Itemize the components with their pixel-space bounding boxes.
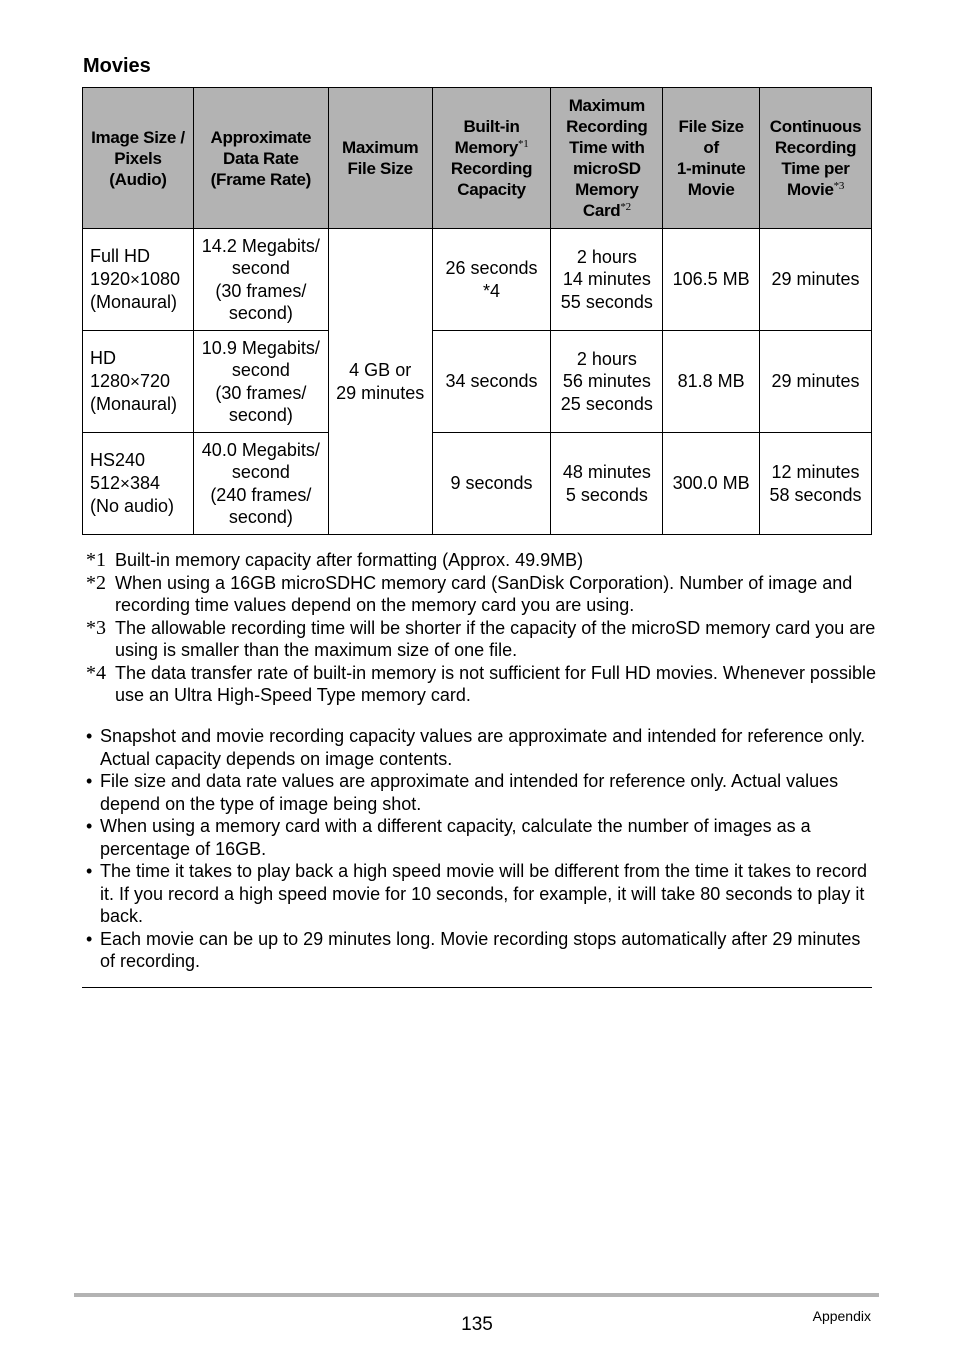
continuous-time-line: 29 minutes [771,371,860,392]
page-number: 135 [461,1314,493,1335]
data-rate-line: second [231,360,290,380]
builtin-capacity-value: 34 seconds [445,371,538,392]
list-item-text: The time it takes to play back a high speed movie will be different from the time it takes to record it. If you record a high speed movie for 10 seconds, for example, it will take 80 seconds to play it back. [100,861,868,926]
builtin-capacity-value: 9 seconds [450,473,533,494]
footnote [84,572,884,617]
microsd-time-line: 48 minutes [562,462,651,482]
footnote-text: Built-in memory capacity after formatting (Approx. 49.9MB) [115,550,584,570]
movie-specs-table [82,87,872,535]
data-rate-line: (30 frames/ [215,382,307,403]
data-rate-line: 40.0 Megabits/ [201,439,320,460]
file-size-cell: 106.5 MB [663,229,760,331]
column-header-line: Memory [454,138,519,157]
bullet-icon: • [86,726,93,746]
bullet-icon: • [86,771,93,791]
list-item [84,725,874,770]
footnote-mark: *1 [86,549,106,571]
footnote-ref: *3 [833,180,845,192]
footnote-text: The allowable recording time will be shorter if the capacity of the microSD memory card you are using is smaller than the maximum size of one file. [115,617,876,660]
column-header-line: of [703,138,719,157]
data-rate-line: (30 frames/ [215,280,307,301]
footnote-mark: *3 [86,616,106,639]
microsd-time-line: 5 seconds [565,484,648,505]
footnote [84,662,884,707]
column-header-line: File Size [347,159,413,178]
cross-symbol: × [130,269,140,289]
size-dimensions [90,370,187,394]
list-item-text: Snapshot and movie recording capacity values are approximate and intended for reference only. Actual capacity depends on image contents. [100,726,866,769]
list-item [84,770,874,815]
table-body [83,229,872,535]
data-rate-cell [193,433,328,535]
cross-symbol: × [120,473,130,493]
list-item [84,860,874,928]
data-rate-line: second) [228,507,293,527]
audio-label: (Monaural) [90,292,178,313]
microsd-time-line: 56 minutes [562,371,651,392]
footnote-ref: *4 [483,280,501,301]
max-file-size-line: 4 GB or [349,360,412,380]
builtin-capacity-cell [432,331,551,433]
audio-label: (Monaural) [90,394,178,415]
size-dimensions [90,472,187,496]
footnote-text: When using a 16GB microSDHC memory card (SanDisk Corporation). Number of image and recording time values depend on the memory card you are using. [115,572,853,615]
table-row [83,331,872,433]
list-item [84,928,874,973]
data-rate-line: 14.2 Megabits/ [201,235,320,256]
continuous-time-cell [760,229,872,331]
column-header-line: 1-minute [676,159,746,178]
column-header-line: File Size [678,117,744,136]
footnote-ref: *1 [518,138,529,150]
section-title: Movies [83,55,151,77]
max-file-size-cell [328,229,432,535]
file-size-cell: 81.8 MB [663,331,760,433]
column-header-line: Continuous [769,117,862,136]
column-header [760,88,872,229]
microsd-time-cell [551,433,663,535]
size-dimensions [90,268,187,292]
column-header [193,88,328,229]
cross-symbol: × [130,371,140,391]
continuous-time-cell [760,433,872,535]
column-header-line: Data Rate [222,148,299,168]
bullet-icon: • [86,861,93,881]
bullet-icon: • [86,928,93,949]
microsd-time-cell [551,331,663,433]
column-header-line: Image Size / [91,127,185,147]
column-header [83,88,194,229]
column-header-line: Recording [450,159,533,178]
footnote-mark: *4 [86,661,106,684]
column-header-line: Maximum [342,138,419,157]
column-header [663,88,760,229]
column-header-line: (Audio) [109,169,167,189]
microsd-time-line: 2 hours [576,246,637,267]
column-header-line: Maximum [568,96,645,115]
height-value: 720 [139,370,171,391]
file-size-cell: 300.0 MB [663,433,760,535]
height-value: 1080 [139,268,181,289]
footnotes [84,549,884,707]
width-value: 1280 [90,370,131,391]
microsd-time-line: 55 seconds [560,291,653,312]
builtin-capacity-cell [432,229,551,331]
table-header-row [83,88,872,229]
size-label: HD [90,348,116,369]
bullet-icon: • [86,816,93,836]
column-header [432,88,551,229]
microsd-time-line: 14 minutes [562,269,651,290]
column-header-line: Recording [774,138,857,157]
data-rate-cell [193,331,328,433]
microsd-time-line: 25 seconds [560,393,653,414]
column-header [328,88,432,229]
column-header-line: Card [582,201,621,220]
table-row [83,433,872,535]
data-rate-line: second) [228,303,293,323]
size-label: Full HD [90,246,151,267]
notes-list [84,725,874,973]
section-label: Appendix [812,1308,871,1324]
table-row [83,229,872,331]
column-header [551,88,663,229]
data-rate-line: second [231,258,290,278]
footnote-text: The data transfer rate of built-in memory is not sufficient for Full HD movies. Whenever possible use an Ultra High-Speed Type memory card. [115,662,876,705]
data-rate-line: 10.9 Megabits/ [201,337,320,358]
image-size-cell [83,433,194,535]
data-rate-line: second) [228,405,293,425]
max-file-size-line: 29 minutes [336,382,425,403]
data-rate-line: (240 frames/ [210,484,312,505]
column-header-line: Capacity [457,180,526,199]
height-value: 384 [129,472,161,493]
list-item-text: Each movie can be up to 29 minutes long. Movie recording stops automatically after 29 minutes of recording. [100,928,861,971]
data-rate-cell [193,229,328,331]
width-value: 512 [90,472,121,493]
continuous-time-line: 29 minutes [771,269,860,290]
builtin-capacity-value: 26 seconds [445,258,538,278]
size-label: HS240 [90,450,146,471]
continuous-time-cell [760,331,872,433]
column-header-line: microSD [572,159,641,178]
footer-rule [74,1293,879,1297]
column-header-line: Memory [575,180,639,199]
footnote-mark: *2 [86,571,106,594]
image-size-cell [83,331,194,433]
column-header-line: Pixels [114,148,162,168]
data-rate-line: second [231,462,290,482]
audio-label: (No audio) [90,496,175,517]
list-item [84,815,874,860]
column-header-line: Movie [786,180,834,199]
section-divider [82,987,872,988]
footnote [84,549,884,572]
image-size-cell [83,229,194,331]
microsd-time-line: 2 hours [576,348,637,369]
column-header-line: Time with [569,138,645,157]
column-header-line: Approximate [210,127,312,147]
column-header-line: Built-in [463,117,520,136]
builtin-capacity-cell [432,433,551,535]
column-header-line: Time per [781,159,850,178]
column-header-line: Movie [687,180,735,199]
list-item-text: When using a memory card with a different capacity, calculate the number of images as a percentage of 16GB. [100,816,811,859]
footnote [84,617,884,662]
microsd-time-cell [551,229,663,331]
footnote-ref: *2 [620,201,631,213]
column-header-line: (Frame Rate) [210,169,311,189]
width-value: 1920 [90,268,131,289]
list-item-text: File size and data rate values are approximate and intended for reference only. Actual values depend on the type of image being shot. [100,771,839,814]
column-header-line: Recording [566,117,648,136]
continuous-time-line: 58 seconds [769,484,862,505]
continuous-time-line: 12 minutes [771,462,860,482]
